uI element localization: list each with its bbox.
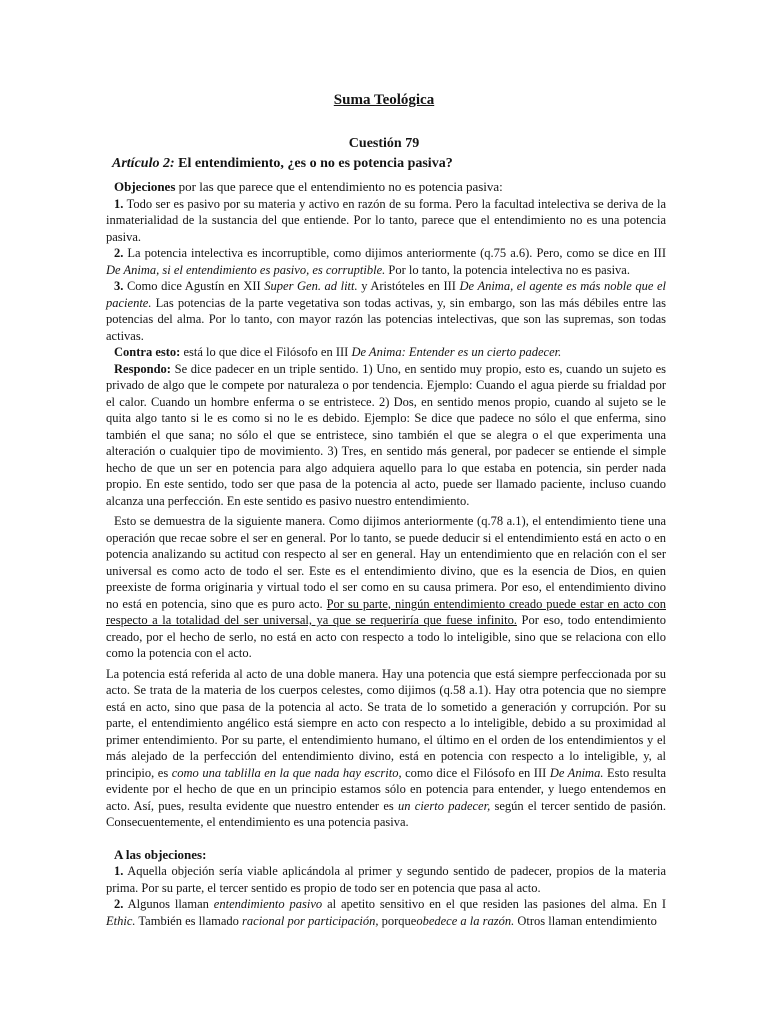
reply-2-number: 2. — [114, 897, 124, 911]
respondo-paragraph-1 — [106, 361, 666, 510]
replies-heading: A las objeciones: — [114, 846, 207, 862]
article-label: Artículo 2: — [112, 156, 175, 171]
reply-2-term-3: obedece a la razón. — [416, 913, 515, 928]
objection-2 — [106, 245, 666, 278]
objection-2-citation: De Anima, si el entendimiento es pasivo, es corruptible. — [106, 262, 386, 277]
reply-2-term-2: racional por participación, — [242, 913, 379, 928]
underlined-passage: Por su parte, ningún entendimiento creado puede estar en acto con respecto a la totalidad del ser universal, ya que se requeriría que fuese infinito. — [106, 596, 667, 627]
reply-2-text-e: Otros llaman entendimiento — [517, 913, 657, 928]
respondo-quote-1: como una tablilla en la que nada hay escrito, — [171, 765, 402, 780]
respondo-quote-2: un cierto padecer, — [398, 798, 491, 813]
respondo-text-1: Se dice padecer en un triple sentido. 1) Uno, en sentido muy propio, esto es, cuando un sujeto es privado de algo que le compete por naturaleza o por tendencia. Ejemplo: Cuando el agua pierde su frialdad por el calor. Cuando un hombre enferma o se entristece. 2) Dos, en sentido menos propio, cuando al sujeto se le quita algo tanto si le es como si no le es debido. Ejemplo: Se dice que padece no sólo el que enferma, sino también el que sana; no sólo el que se entristece, sino también el que se alegra o el que experimenta una alteración o cualquier tipo de movimiento. 3) Tres, en sentido más general, por padecer se entiende el simple hecho de que un ser en potencia para algo adquiera aquello para lo que estaba en potencia, sin perder nada propio. En este sentido, todo ser que pasa de la potencia al acto, puede ser llamado paciente, incluso cuando alcanza una perfección. En este sentido es pasivo nuestro entendimiento. — [106, 361, 666, 508]
respondo-citation: De Anima. — [549, 765, 604, 780]
respondo-text-3c: Esto resulta evidente por el hecho de que en un principio estamos sólo en potencia para entender, y luego entendemos en acto. Así, pues, resulta evidente que nuestro entender es — [106, 765, 667, 813]
reply-2-term-1: entendimiento pasivo — [213, 897, 323, 911]
document-title: Suma Teológica — [333, 92, 435, 108]
reply-2 — [106, 896, 666, 929]
article-title — [112, 156, 672, 172]
objections-intro-text: por las que parece que el entendimiento no es potencia pasiva: — [178, 179, 503, 194]
objection-3-citation-1: Super Gen. ad litt. — [264, 279, 358, 293]
reply-2-text-b: al apetito sensitivo en el que residen las pasiones del alma. En I — [327, 897, 667, 911]
contra-paragraph — [106, 344, 666, 361]
reply-1-text: Aquella objeción sería viable aplicándola al primer y segundo sentido de padecer, propios de la materia prima. Por su parte, el tercer sentido es propio de todo ser en potencia que pasa al acto. — [106, 864, 666, 895]
reply-1-number: 1. — [114, 864, 124, 878]
reply-2-text-a: Algunos llaman — [127, 897, 209, 911]
reply-1 — [106, 863, 666, 896]
respondo-paragraph-2 — [106, 513, 666, 662]
reply-2-text-d: porque — [381, 913, 417, 928]
objections-heading: Objeciones — [114, 179, 176, 194]
objection-3-text-a: Como dice Agustín en XII — [126, 279, 261, 293]
respondo-text-2b: Por eso, todo entendimiento creado, por el hecho de serlo, no está en acto con respecto a todo lo inteligible, sino que se relaciona con ello como la potencia con el acto. — [106, 613, 667, 660]
respondo-text-2a: Esto se demuestra de la siguiente manera. Como dijimos anteriormente (q.78 a.1), el entendimiento tiene una operación que recae sobre el ser en general. Por lo tanto, se puede deducir si el entendimiento está en acto o en potencia analizando su actitud con respecto al ser en general. Hay un entendimiento que en relación con el ser universal es como acto de todo el ser. Este es el entendimiento divino, que es la esencia de Dios, en quien preexiste de forma originaria y virtual todo el ser como en su causa primera. Por eso, el entendimiento divino no está en potencia, sino que es puro acto. — [106, 514, 666, 611]
objection-1-number: 1. — [114, 196, 124, 211]
respondo-text-3b: como dice el Filósofo en III — [405, 765, 547, 780]
respondo-text-3d: según el tercer sentido de pasión. Consecuentemente, el entendimiento es una potencia pasiva. — [106, 798, 667, 829]
contra-text: está lo que dice el Filósofo en III — [183, 345, 349, 359]
objection-2-text-a: La potencia intelectiva es incorruptible, como dijimos anteriormente (q.75 a.6). Pero, como se dice en III — [127, 246, 666, 260]
respondo-paragraph-3 — [106, 666, 666, 831]
objection-1-text: Todo ser es pasivo por su materia y activo en razón de su forma. Pero la facultad intelectiva se deriva de la inmaterialidad de la sustancia del que entiende. Por lo tanto, parece que el entendimiento no es una potencia pasiva. — [106, 196, 667, 244]
objection-3-text-c: y Aristóteles en III — [361, 279, 456, 293]
contra-citation: De Anima: Entender es un cierto padecer. — [351, 345, 562, 359]
question-title: Cuestión 79 — [348, 136, 420, 151]
document-body — [106, 179, 666, 929]
objections-intro — [106, 179, 666, 196]
objection-3-number: 3. — [114, 279, 124, 293]
objection-3-citation-2: De Anima, el agente es más noble que el paciente. — [106, 279, 666, 310]
objection-3-text-e: Las potencias de la parte vegetativa son todas activas, y, sin embargo, son las más débiles entre las potencias del alma. Por lo tanto, con mayor razón las potencias intelectivas, que son las supremas, son todas activas. — [106, 295, 666, 343]
article-text: El entendimiento, ¿es o no es potencia pasiva? — [178, 156, 453, 171]
reply-2-text-c: También es llamado — [138, 913, 239, 928]
respondo-label: Respondo: — [114, 361, 171, 376]
respondo-text-3a: La potencia está referida al acto de una doble manera. Hay una potencia que está siempre perfeccionada por su acto. Se trata de la materia de los cuerpos celestes, como dijimos (q.58 a.1). Hay otra potencia que no siempre está en acto, sino que pasa de la potencia al acto. Se trata de lo sometido a generación y corrupción. Por su parte, el entendimiento angélico está siempre en acto con respecto a lo inteligible, debido a su proximidad al primer entendimiento. Por su parte, el entendimiento humano, el último en el orden de los entendimientos y el más alejado de la perfección del entendimiento divino, está en potencia con respecto a lo inteligible, y, al principio, es — [106, 666, 666, 780]
reply-2-citation: Ethic. — [106, 913, 136, 928]
objection-3 — [106, 278, 666, 344]
objection-2-number: 2. — [114, 246, 124, 260]
objection-2-text-c: Por lo tanto, la potencia intelectiva no es pasiva. — [388, 262, 630, 277]
objection-1 — [106, 196, 666, 246]
contra-label: Contra esto: — [114, 345, 181, 359]
